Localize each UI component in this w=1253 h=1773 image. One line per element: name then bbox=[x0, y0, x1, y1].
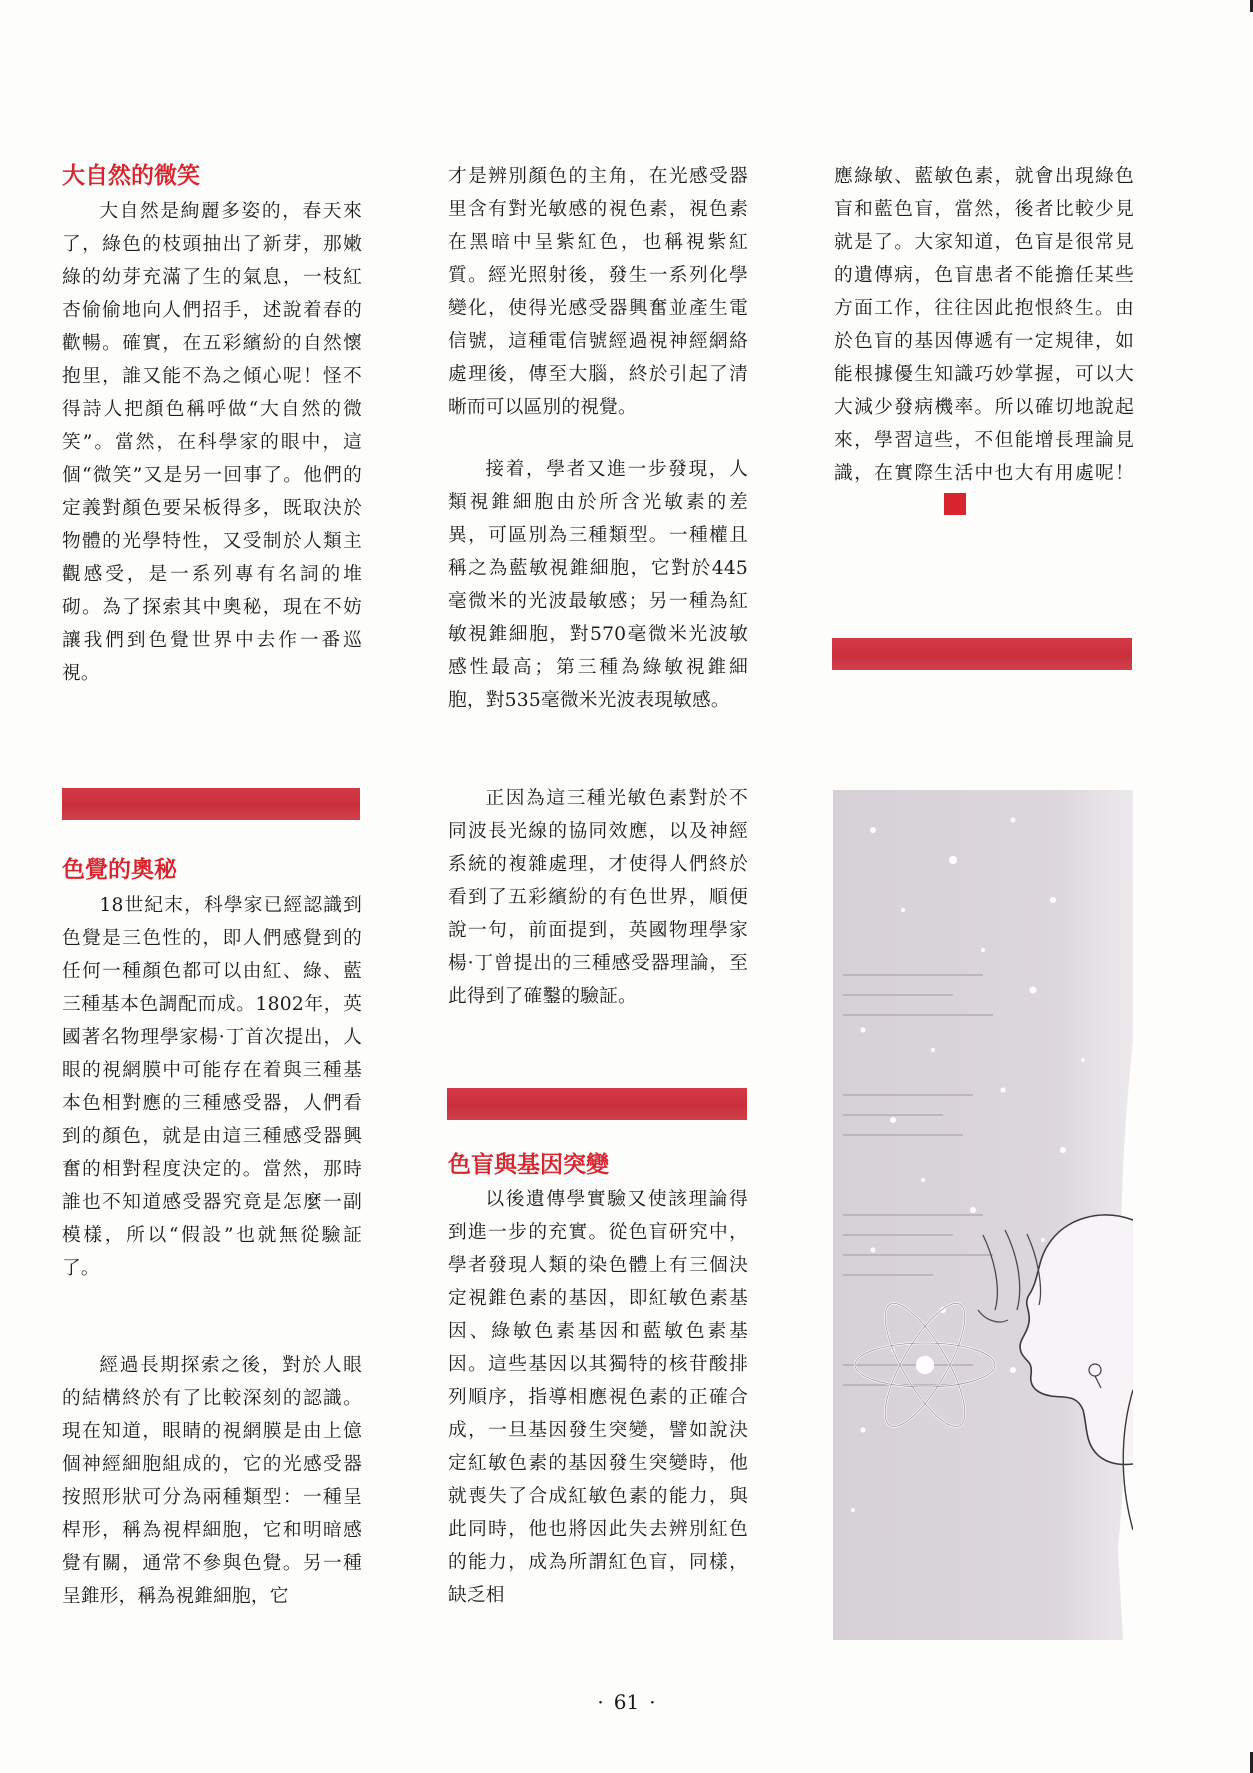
section-heading-nature-smile: 大自然的微笑 bbox=[62, 163, 200, 189]
page-number-dot-left: · bbox=[597, 1690, 604, 1714]
paragraph-three-receptor-theory: 正因為這三種光敏色素對於不同波長光線的協同效應，以及神經系統的複雜處理，才使得人們終於看到了五彩繽紛的有色世界，順便說一句，前面提到，英國物理學家楊·丁曾提出的三種感受器理論，至此得到了確鑿的驗証。 bbox=[448, 788, 748, 1007]
page-number-value: 61 bbox=[613, 1690, 640, 1714]
paragraph-color-vision-history: 18世紀末，科學家已經認識到色覺是三色性的，即人們感覺到的任何一種顏色都可以由紅、綠、藍三種基本色調配而成。1802年，英國著名物理學家楊·丁首次提出，人眼的視網膜中可能存在着與三種基本色相對應的三種感受器，人們看到的顏色，就是由這三種感受器興奮的相對程度決定的。當然，那時誰也不知道感受器究竟是怎麼一副模樣，所以“假設”也就無從驗証了。 bbox=[62, 895, 362, 1279]
atom-and-profile-illustration bbox=[833, 790, 1133, 1640]
section-divider-bar bbox=[832, 638, 1132, 670]
paragraph-color-blindness-genetics-text: 應綠敏、藍敏色素，就會出現綠色盲和藍色盲，當然，後者比較少見就是了。大家知道，色盲是很常見的遺傳病，色盲患者不能擔任某些方面工作，往往因此抱恨終生。由於色盲的基因傳遞有一定規律，如能根據優生知識巧妙掌握，可以大大減少發病機率。所以確切地說起來，學習這些，不但能增長理論見識，在實際生活中也大有用處呢！ bbox=[834, 166, 1134, 484]
paragraph-nature-smile: 大自然是絢麗多姿的，春天來了，綠色的枝頭抽出了新芽，那嫩綠的幼芽充滿了生的氣息，一枝紅杏偷偷地向人們招手，述說着春的歡暢。確實，在五彩繽紛的自然懷抱里，誰又能不為之傾心呢！怪不得詩人把顏色稱呼做“大自然的微笑”。當然，在科學家的眼中，這個“微笑”又是另一回事了。他們的定義對顏色要呆板得多，既取決於物體的光學特性，又受制於人類主觀感受，是一系列專有名詞的堆砌。為了探索其中奧秘，現在不妨讓我們到色覺世界中去作一番巡視。 bbox=[62, 201, 362, 684]
end-mark-icon bbox=[944, 493, 966, 515]
paragraph-three-cone-types: 接着，學者又進一步發現，人類視錐細胞由於所含光敏素的差異，可區別為三種類型。一種權且稱之為藍敏視錐細胞，它對於445毫微米的光波最敏感；另一種為紅敏視錐細胞，對570毫微米光波敏感性最高；第三種為綠敏視錐細胞，對535毫微米光波表現敏感。 bbox=[448, 459, 748, 711]
section-divider-bar bbox=[62, 788, 360, 820]
paragraph-visual-pigment: 才是辨別顏色的主角，在光感受器里含有對光敏感的視色素，視色素在黑暗中呈紫紅色，也稱視紫紅質。經光照射後，發生一系列化學變化，使得光感受器興奮並產生電信號，這種電信號經過視神經網絡處理後，傳至大腦，終於引起了清晰而可以區別的視覺。 bbox=[448, 166, 748, 418]
section-heading-color-blindness: 色盲與基因突變 bbox=[448, 1152, 609, 1178]
section-heading-color-vision: 色覺的奧秘 bbox=[62, 857, 177, 883]
page-number bbox=[0, 1690, 1253, 1714]
paragraph-gene-mutation: 以後遺傳學實驗又使該理論得到進一步的充實。從色盲研究中，學者發現人類的染色體上有三個決定視錐色素的基因，即紅敏色素基因、綠敏色素基因和藍敏色素基因。這些基因以其獨特的核苷酸排列順序，指導相應視色素的正確合成，一旦基因發生突變，譬如說決定紅敏色素的基因發生突變時，他就喪失了合成紅敏色素的能力，與此同時，他也將因此失去辨別紅色的能力，成為所謂紅色盲，同樣，缺乏相 bbox=[448, 1189, 748, 1606]
paragraph-retina-structure: 經過長期探索之後，對於人眼的結構終於有了比較深刻的認識。現在知道，眼睛的視網膜是由上億個神經細胞組成的，它的光感受器按照形狀可分為兩種類型：一種呈桿形，稱為視桿細胞，它和明暗感覺有關，通常不參與色覺。另一種呈錐形，稱為視錐細胞，它 bbox=[62, 1355, 362, 1607]
section-divider-bar bbox=[447, 1088, 747, 1120]
page-number-dot-right: · bbox=[649, 1690, 656, 1714]
paragraph-color-blindness-genetics bbox=[834, 160, 1134, 523]
